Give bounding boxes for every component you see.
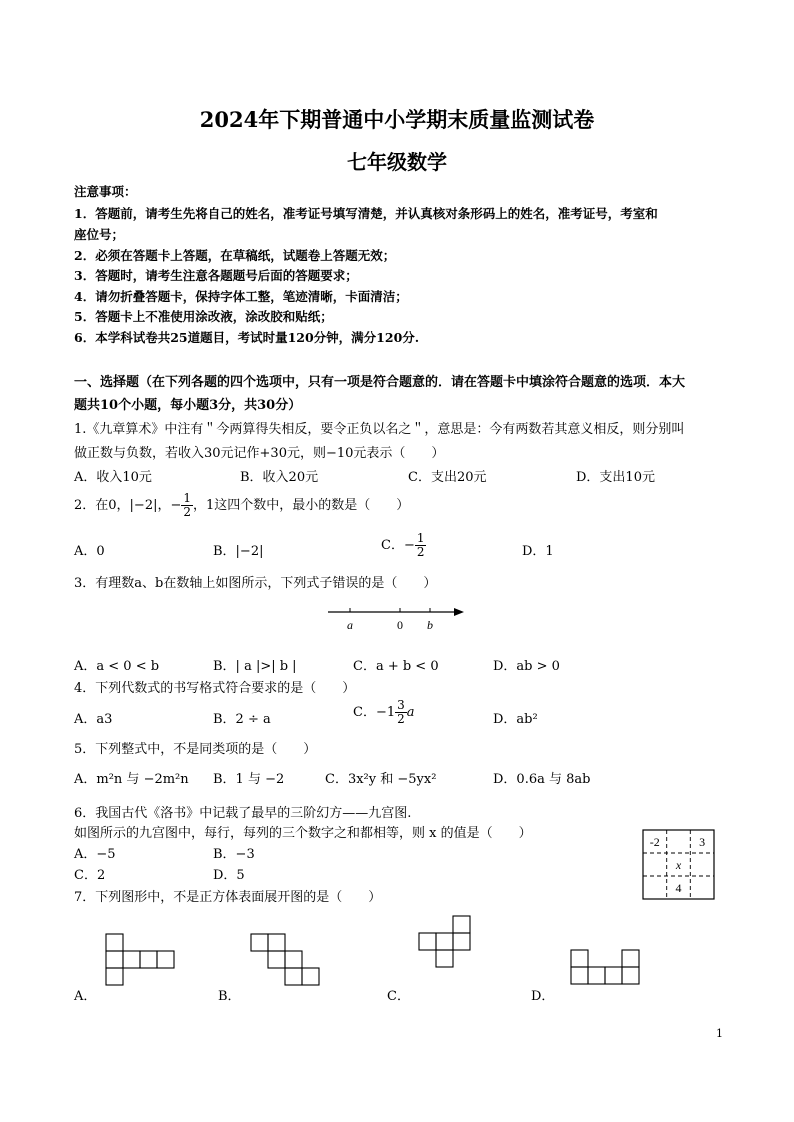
q5-option-d: D．0.6a 与 8ab: [493, 772, 591, 787]
q3-stem: 3．有理数a、b在数轴上如图所示，下列式子错误的是（ ）: [74, 576, 437, 591]
section-heading-cont: 题共10个小题，每小题3分，共30分）: [74, 398, 302, 413]
q7-option-c: C．: [387, 989, 410, 1004]
q4-stem: 4．下列代数式的书写格式符合要求的是（ ）: [74, 681, 356, 696]
q2-option-b: B．|−2|: [213, 544, 264, 559]
notice-item: 1．答题前，请考生先将自己的姓名，准考证号填写清楚，并认真核对条形码上的姓名，准考证号，考室和: [74, 206, 658, 221]
q5-option-a: A．m²n 与 −2m²n: [74, 772, 189, 787]
cell-r1c1: -2: [649, 835, 660, 849]
q7-option-b: B．: [218, 989, 241, 1004]
number-line-figure: [326, 600, 468, 634]
number-line-arrow: [454, 608, 464, 616]
exam-title: 2024年下期普通中小学期末质量监测试卷: [199, 107, 595, 132]
q1-stem-cont: 做正数与负数，若收入30元记作+30元，则−10元表示（ ）: [74, 446, 445, 461]
cell-r2c2: x: [675, 858, 682, 872]
q4-option-d: D．ab²: [493, 712, 538, 727]
q7-net-c: [418, 914, 478, 974]
section-heading: 一、选择题（在下列各题的四个选项中，只有一项是符合题意的．请在答题卡中填涂符合题意的选项．本大: [74, 375, 686, 390]
q2-option-c: C．− $\frac{1}{2}$: [381, 531, 425, 559]
q5-option-c: C．3x²y 和 −5yx²: [325, 772, 437, 787]
q6-option-c: C．2: [74, 868, 106, 883]
q1-option-b: B．收入20元: [240, 470, 319, 485]
notice-item: 2．必须在答题卡上答题，在草稿纸，试题卷上答题无效；: [74, 248, 396, 263]
q6-option-a: A．−5: [74, 847, 116, 862]
q2-stem-part1: 2．在0，|−2|，−: [74, 498, 182, 513]
q3-option-d: D．ab > 0: [493, 659, 560, 674]
q2-option-d: D．1: [522, 544, 554, 559]
q4-option-c: C．−1 $\frac{3}{2}$ a: [353, 698, 415, 726]
label-a: a: [347, 618, 353, 632]
q1-option-c: C．支出20元: [408, 470, 487, 485]
q2-stem-part2: ，1这四个数中，最小的数是（ ）: [193, 498, 410, 513]
q2-stem: [74, 492, 409, 519]
exam-subtitle: 七年级数学: [347, 150, 447, 174]
q3-option-c: C．a + b < 0: [353, 659, 439, 674]
q1-option-a: A．收入10元: [74, 470, 152, 485]
q5-option-b: B．1 与 −2: [213, 772, 285, 787]
cell-r1c3: 3: [699, 835, 706, 849]
q1-option-d: D．支出10元: [576, 470, 655, 485]
notice-item: 4．请勿折叠答题卡，保持字体工整，笔迹清晰，卡面清洁；: [74, 289, 408, 304]
q3-option-b: B．| a |>| b |: [213, 659, 297, 674]
label-0: 0: [397, 618, 403, 632]
magic-square-figure: [642, 829, 716, 901]
q2-option-a: A．0: [74, 544, 105, 559]
notice-heading: 注意事项：: [74, 184, 137, 199]
q5-stem: 5．下列整式中，不是同类项的是（ ）: [74, 742, 317, 757]
q6-option-b: B．−3: [213, 847, 255, 862]
q3-option-a: A．a < 0 < b: [74, 659, 160, 674]
notice-item: 座位号；: [74, 227, 125, 242]
notice-item: 5．答题卡上不准使用涂改液，涂改胶和贴纸；: [74, 309, 333, 324]
q6-stem-cont: 如图所示的九宫图中，每行，每列的三个数字之和都相等，则 x 的值是（ ）: [74, 826, 532, 841]
page-number: 1: [716, 1027, 723, 1040]
q7-stem: 7．下列图形中，不是正方体表面展开图的是（ ）: [74, 890, 382, 905]
q6-stem: 6．我国古代《洛书》中记载了最早的三阶幻方——九宫图.: [74, 806, 412, 821]
q7-option-a: A．: [74, 989, 97, 1004]
q2-fraction: $\frac{1}{2}$: [183, 491, 191, 519]
q7-option-d: D．: [531, 989, 555, 1004]
q4-option-b: B．2 ÷ a: [213, 712, 271, 727]
q1-stem: 1.《九章算术》中注有＂今两算得失相反，要令正负以名之＂，意思是：今有两数若其意义相反，则分别叫: [74, 422, 685, 437]
cell-r3c2: 4: [675, 881, 682, 895]
notice-item: 3．答题时，请考生注意各题题号后面的答题要求；: [74, 268, 358, 283]
q7-net-b: [250, 932, 325, 992]
q7-net-a-bottom: [105, 932, 127, 992]
notice-item: 6．本学科试卷共25道题目，考试时量120分钟，满分120分.: [74, 330, 420, 345]
q6-option-d: D．5: [213, 868, 245, 883]
q7-net-d: [570, 948, 645, 990]
q4-option-a: A．a3: [74, 712, 113, 727]
label-b: b: [427, 618, 433, 632]
